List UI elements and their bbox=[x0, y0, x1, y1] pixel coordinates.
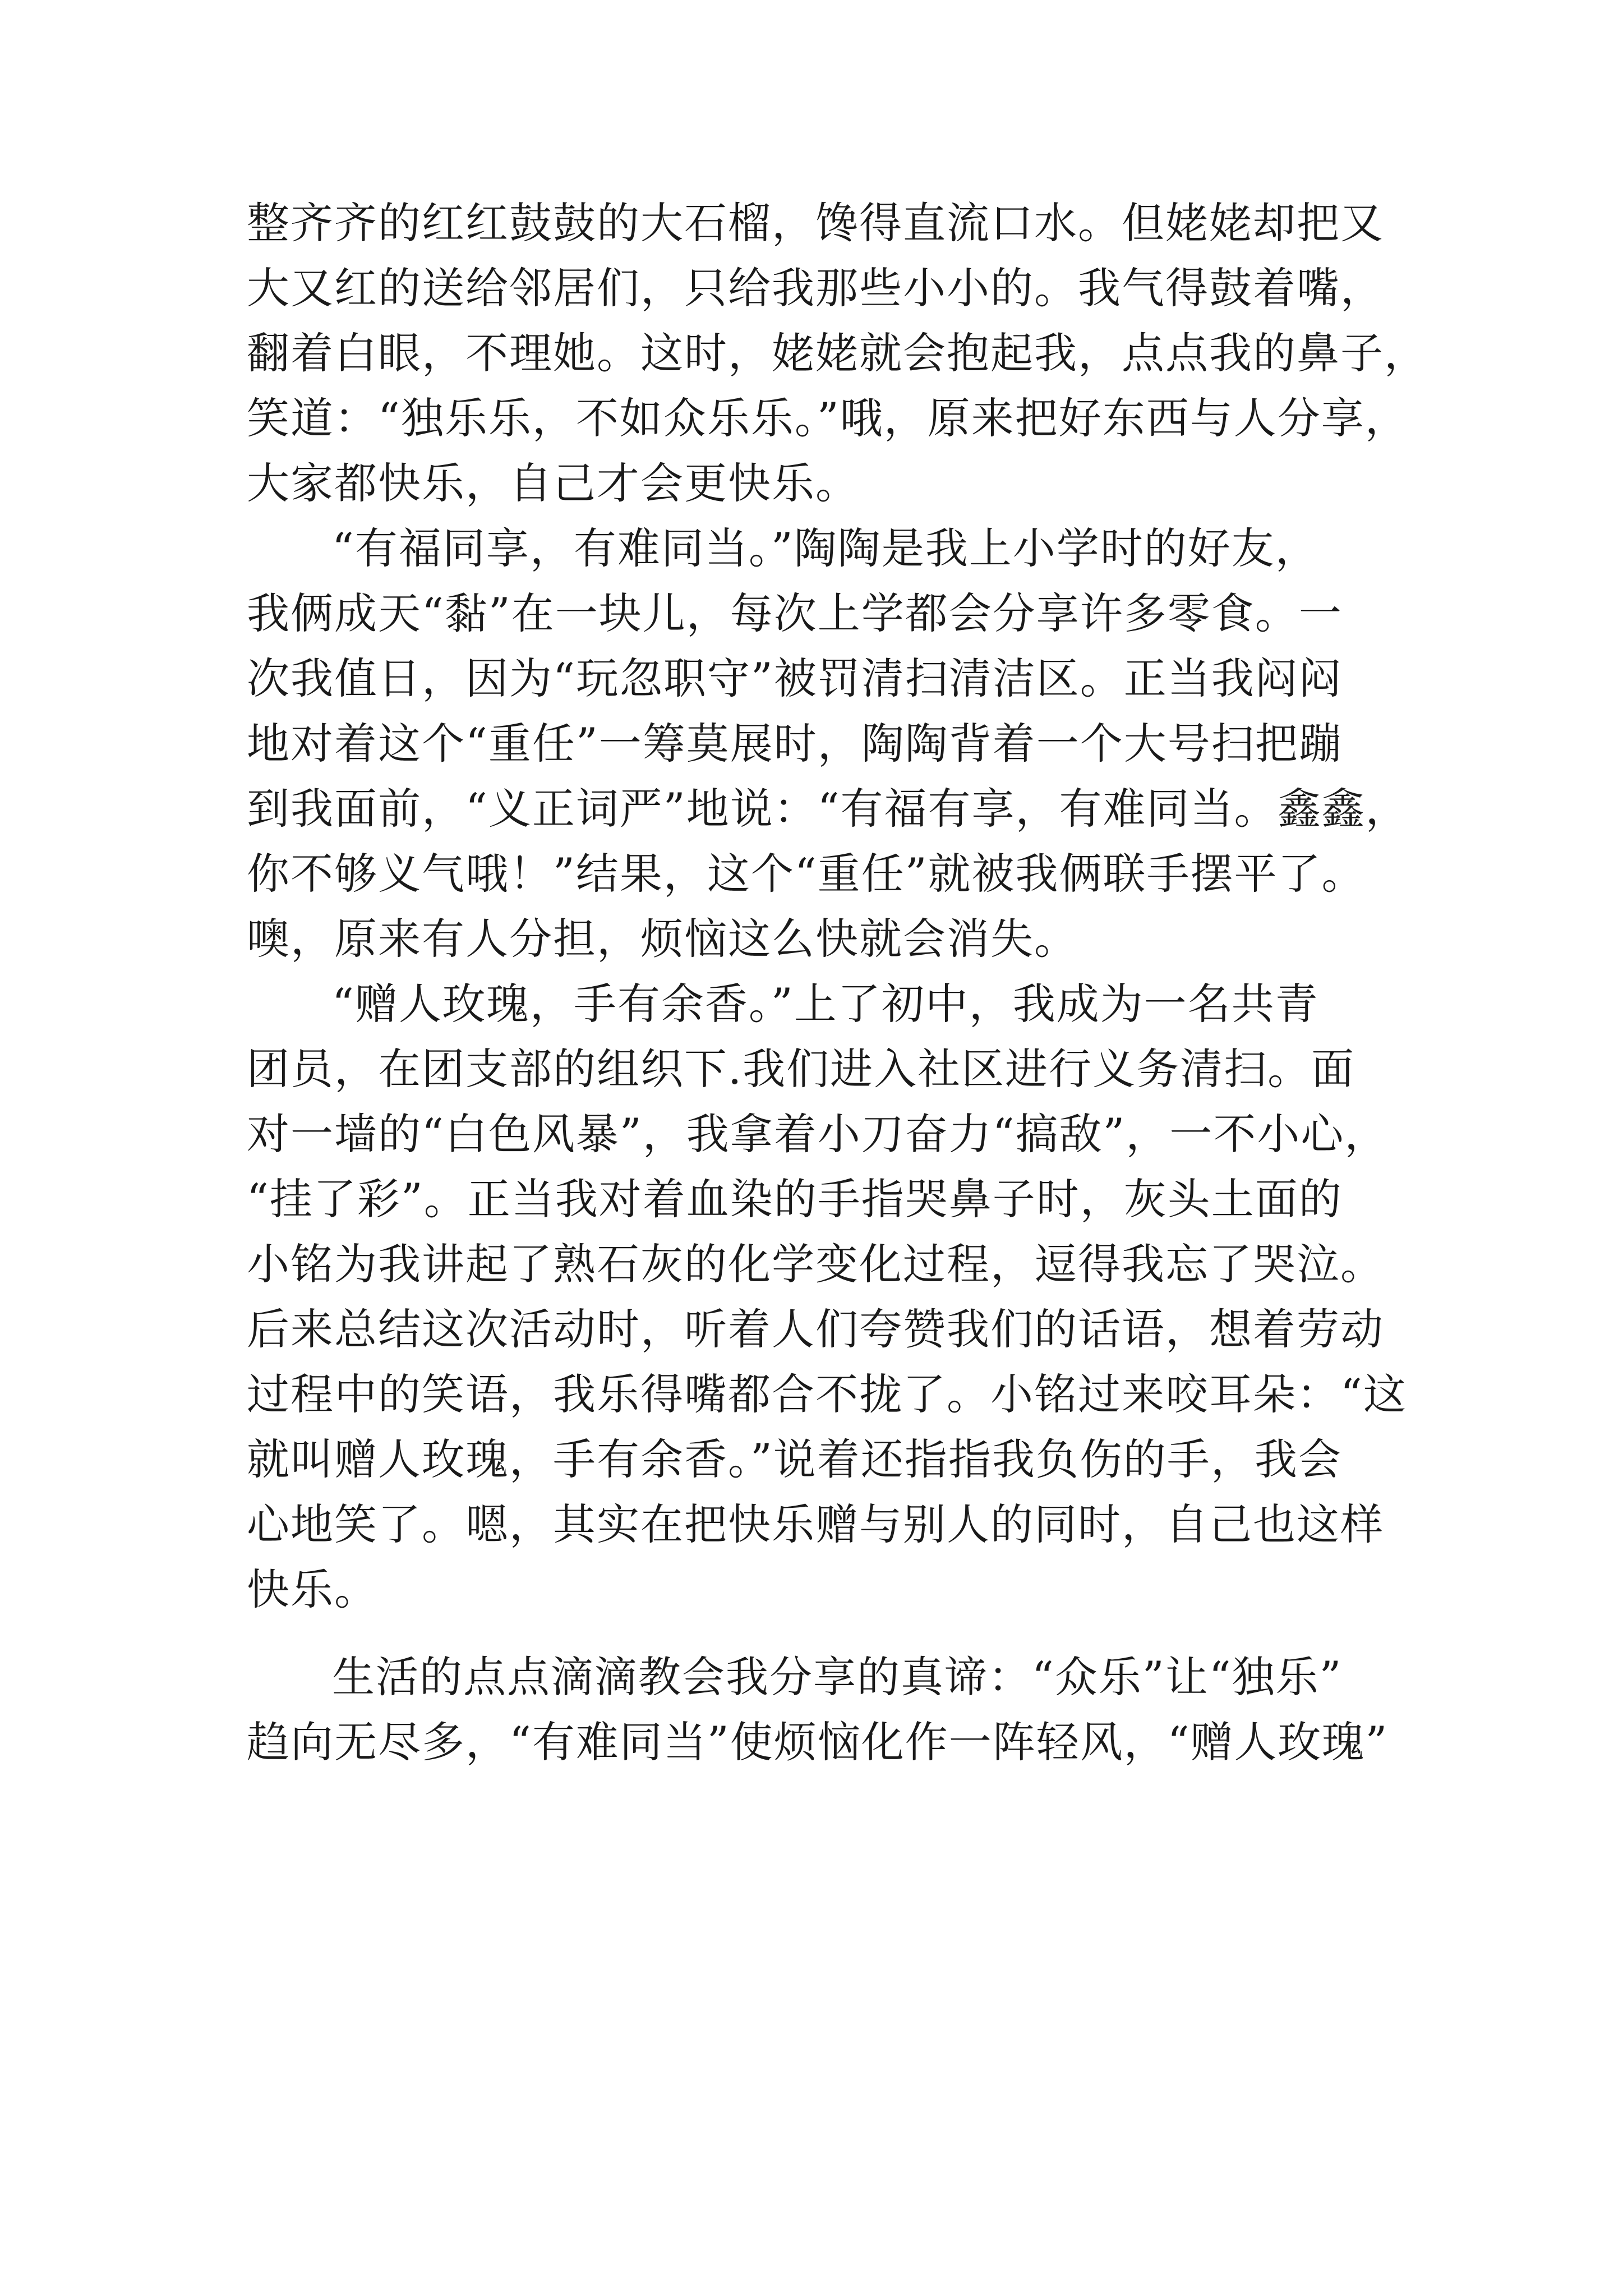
paragraph-2 bbox=[247, 516, 1409, 972]
text-line: 整齐齐的红红鼓鼓的大石榴，馋得直流口水。但姥姥却把又 bbox=[247, 198, 1384, 248]
text-line: 对一墙的“白色风暴”，我拿着小刀奋力“搞敌”，一不小心， bbox=[247, 1109, 1389, 1159]
text-line: 笑道：“独乐乐，不如众乐乐。”哦，原来把好东西与人分享， bbox=[247, 393, 1409, 443]
text-line: 过程中的笑语，我乐得嘴都合不拢了。小铭过来咬耳朵：“这 bbox=[247, 1369, 1407, 1419]
paragraph-4 bbox=[247, 1645, 1391, 1775]
text-line: 快乐。 bbox=[247, 1565, 378, 1614]
text-line: 噢，原来有人分担，烦恼这么快就会消失。 bbox=[247, 914, 1078, 964]
text-line: 你不够义气哦！”结果，这个“重任”就被我俩联手摆平了。 bbox=[247, 849, 1366, 899]
text-line: 心地笑了。嗯，其实在把快乐赠与别人的同时，自己也这样 bbox=[247, 1499, 1384, 1549]
text-line: 地对着这个“重任”一筹莫展时，陶陶背着一个大号扫把蹦 bbox=[247, 719, 1343, 769]
text-line: “有福同享，有难同当。”陶陶是我上小学时的好友， bbox=[332, 523, 1319, 573]
text-line: 大家都快乐，自己才会更快乐。 bbox=[247, 458, 859, 508]
paragraph-1 bbox=[247, 191, 1428, 516]
text-line: 小铭为我讲起了熟石灰的化学变化过程，逗得我忘了哭泣。 bbox=[247, 1239, 1384, 1289]
text-line: 生活的点点滴滴教会我分享的真谛：“众乐”让“独乐” bbox=[332, 1652, 1343, 1702]
text-line: 就叫赠人玫瑰，手有余香。”说着还指指我负伤的手，我会 bbox=[247, 1434, 1342, 1484]
text-line: 趋向无尽多，“有难同当”使烦恼化作一阵轻风，“赠人玫瑰” bbox=[247, 1717, 1389, 1767]
paragraph-3 bbox=[247, 972, 1407, 1622]
text-line: 大又红的送给邻居们，只给我那些小小的。我气得鼓着嘴， bbox=[247, 263, 1384, 313]
text-line: 后来总结这次活动时，听着人们夸赞我们的话语，想着劳动 bbox=[247, 1304, 1384, 1354]
text-line: 到我面前，“义正词严”地说：“有福有享，有难同当。鑫鑫， bbox=[247, 784, 1409, 834]
text-line: 我俩成天“黏”在一块儿，每次上学都会分享许多零食。一 bbox=[247, 588, 1343, 638]
document-body bbox=[247, 191, 1428, 1775]
text-line: 次我值日，因为“玩忽职守”被罚清扫清洁区。正当我闷闷 bbox=[247, 654, 1343, 703]
text-line: “挂了彩”。正当我对着血染的手指哭鼻子时，灰头土面的 bbox=[247, 1174, 1343, 1224]
text-line: 团员，在团支部的组织下.我们进入社区进行义务清扫。面 bbox=[247, 1044, 1355, 1094]
text-line: “赠人玫瑰，手有余香。”上了初中，我成为一名共青 bbox=[332, 979, 1319, 1029]
text-line: 翻着白眼，不理她。这时，姥姥就会抱起我，点点我的鼻子， bbox=[247, 328, 1428, 378]
